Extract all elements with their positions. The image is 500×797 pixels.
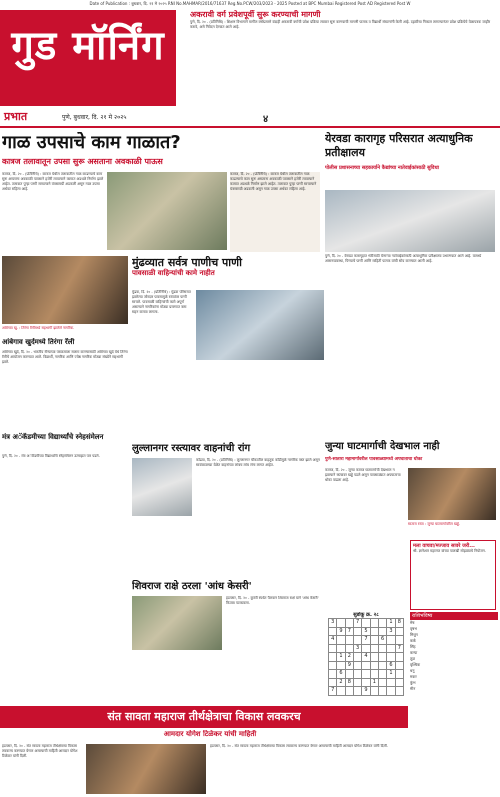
horoscope-sign: कन्या bbox=[410, 650, 418, 655]
sudoku-row bbox=[329, 644, 404, 653]
sudoku-cell bbox=[395, 678, 403, 687]
caption-ambegaon: आंबेगाव खु. : तिरंगा रॅलीमध्ये सहभागी झालेले नागरिक. bbox=[2, 326, 75, 330]
sudoku-cell bbox=[395, 636, 403, 645]
sudoku-cell bbox=[345, 636, 353, 645]
story-yerwada-text: पुणे, दि. २० - येरवडा कारागृहात भेटीसाठी येणाऱ्या नातेवाईकांसाठी अत्याधुनिक प्रतीक्षालय उभारण्यात आले आहे. यामध्ये आसनव्यवस्था, पिण्याचे पाणी आणि माहिती फलक यांची सोय करण्यात आली आहे. bbox=[325, 254, 482, 263]
sudoku-cell: 9 bbox=[362, 687, 370, 696]
sudoku-cell bbox=[395, 627, 403, 636]
dateline: Date of Publication : बुधवार, दि. २१ मे २०२५ RNI No.MAHMAR/2016/71637 Reg.No.PCW/203/2023 - 2025 Posted at BPC Mumbai Registered Post AD Registered Post W bbox=[89, 1, 411, 6]
masthead-bar bbox=[0, 106, 500, 128]
quote-box-title: मला वाचवा/मज्जाव सावरे जरी... bbox=[413, 543, 475, 549]
story-lullanagar-headline: लुल्लानगर रस्त्यावर वाहनांची रांग bbox=[132, 443, 251, 454]
sudoku-grid bbox=[328, 618, 404, 696]
sudoku-cell bbox=[329, 653, 337, 662]
ghat-road-photo bbox=[408, 468, 496, 520]
sudoku-cell bbox=[337, 619, 345, 628]
horoscope-sign: वृश्चिक bbox=[410, 662, 421, 667]
sudoku-cell: 4 bbox=[329, 636, 337, 645]
sudoku-cell bbox=[378, 670, 386, 679]
sudoku-cell bbox=[378, 619, 386, 628]
sudoku-row bbox=[329, 653, 404, 662]
page-number: ४ bbox=[263, 114, 269, 125]
caption-ghat: सातारा रस्ता : जुन्या घाटमार्गावरील खड्डे. bbox=[408, 522, 461, 526]
sudoku-cell bbox=[353, 627, 361, 636]
sudoku-row bbox=[329, 636, 404, 645]
story-yerwada-subhead: पोलीस प्रशासनाच्या सहकार्याने कैद्यांच्या नातेवाईकांसाठी सुविधा bbox=[325, 165, 439, 171]
story-mundhwa-subhead: पावसाळी वाहिन्यांची कामे नाहीत bbox=[132, 269, 215, 277]
sudoku-cell: 1 bbox=[370, 678, 378, 687]
sudoku-cell bbox=[329, 670, 337, 679]
story-yerwada-header bbox=[325, 132, 497, 188]
top-story bbox=[190, 10, 496, 106]
sudoku-cell bbox=[378, 644, 386, 653]
sudoku-cell: 3 bbox=[353, 644, 361, 653]
sudoku-cell bbox=[395, 653, 403, 662]
sudoku-cell: 8 bbox=[345, 678, 353, 687]
sudoku-cell: 7 bbox=[329, 687, 337, 696]
sudoku-cell bbox=[370, 687, 378, 696]
story-ghat-subhead: पुणे-सातारा महामार्गावरील पावसाळ्यामध्ये अपघाताचा धोका bbox=[325, 457, 423, 462]
lullanagar-traffic-photo bbox=[132, 458, 192, 516]
sudoku-cell bbox=[387, 644, 395, 653]
santsavta-photo bbox=[86, 744, 206, 794]
sudoku-cell: 1 bbox=[387, 619, 395, 628]
sudoku-cell bbox=[387, 636, 395, 645]
sudoku-row bbox=[329, 627, 404, 636]
sudoku-cell bbox=[395, 661, 403, 670]
sudoku-cell: 1 bbox=[337, 653, 345, 662]
sant-savta-banner bbox=[0, 706, 408, 728]
story-santsavta-text: हडपसर, दि. २० - संत सावता महाराज तीर्थक्षेत्राचा विकास लवकरच करण्यात येणार असल्याची माहिती आमदार योगेश टिळेकर यांनी दिली. bbox=[2, 744, 78, 758]
story-katraj-sidebar: कात्रज, दि. २० - (प्रतिनिधि) : कात्रज येथील तलावातील गाळ काढण्याचे काम सुरू असताना अवकाळी पावसाने हजेरी लावल्याने कामात अडथळे निर्माण झाले आहेत. तलावात पुन्हा पाणी साचल्याने यंत्रसामग्री अडकली असून गाळ उपसा अर्धवट राहिला आहे. bbox=[230, 172, 320, 252]
sudoku-cell bbox=[345, 619, 353, 628]
sudoku-row bbox=[329, 687, 404, 696]
horoscope-sign: धनु bbox=[410, 668, 415, 673]
sudoku-cell bbox=[329, 644, 337, 653]
mundhwa-flood-photo bbox=[196, 290, 324, 360]
story-mantra-headline: मंत्र अॅकॅडमीच्या विद्यार्थ्यांचे स्नेहसंमेलन bbox=[2, 433, 104, 441]
ambegaon-rally-photo bbox=[2, 256, 128, 324]
top-story-text: पुणे, दि. २० - (प्रतिनिधि) : शिक्षण विभागाने मागील वर्षाप्रमाणे यंदाही अकरावी वर्गाची प्रवेश प्रक्रिया लवकर सुरू करण्याची मागणी पालक व विद्यार्थी संघटनांनी केली आहे. दहावीचा निकाल लागल्यानंतर प्रवेश प्रक्रियेचे वेळापत्रक जाहीर करावे, असे निवेदन देण्यात आले आहे. bbox=[190, 20, 491, 29]
sudoku-cell bbox=[337, 687, 345, 696]
sudoku-row bbox=[329, 661, 404, 670]
sudoku-cell bbox=[370, 636, 378, 645]
sudoku-cell bbox=[362, 644, 370, 653]
story-katraj-headline: गाळ उपसाचे काम गाळात? bbox=[2, 132, 181, 153]
sudoku-cell bbox=[395, 670, 403, 679]
horoscope-title: राशिभविष्य bbox=[410, 612, 498, 620]
story-lullanagar-text: कोंढवा, दि. २० - (प्रतिनिधि) : लुल्लानगर चौकातील वाहतूक कोंडीमुळे नागरिक त्रस्त झाले असून सायंकाळच्या वेळेत वाहनांच्या लांबच लांब रांगा लागत आहेत. bbox=[196, 458, 320, 467]
sudoku-cell: 2 bbox=[337, 678, 345, 687]
sudoku-cell bbox=[337, 644, 345, 653]
quote-box-text: श्री. ज्ञानेश्वर महाराज यांच्या पालखी सोहळ्याचे नियोजन. bbox=[413, 549, 486, 553]
story-yerwada-headline: येरवडा कारागृह परिसरात अत्याधुनिक प्रतीक्षालय bbox=[325, 132, 473, 159]
horoscope-column bbox=[410, 612, 498, 772]
sudoku-cell bbox=[378, 627, 386, 636]
sudoku-cell bbox=[378, 687, 386, 696]
story-katraj-subhead: कात्रज तलावातून उपसा सुरू असताना अवकाळी पाऊस bbox=[2, 157, 163, 166]
sudoku-cell bbox=[345, 670, 353, 679]
sudoku-cell: 5 bbox=[362, 627, 370, 636]
horoscope-sign: तूळ bbox=[410, 656, 416, 661]
story-shivraj-text: हडपसर, दि. २० - कुस्ती स्पर्धेत पैलवान शिवराज राक्षे याने 'आंध केसरी' किताब पटकावला. bbox=[226, 596, 319, 605]
sudoku-cell: 9 bbox=[345, 661, 353, 670]
sudoku-cell bbox=[337, 636, 345, 645]
sudoku-cell: 3 bbox=[387, 627, 395, 636]
sudoku-cell bbox=[353, 670, 361, 679]
sudoku-cell: 4 bbox=[362, 653, 370, 662]
story-mantra-text: पुणे, दि. २० - मंत्र अॅकॅडमीच्या विद्यार्थ्यांचे स्नेहसंमेलन उत्साहात पार पडले. bbox=[2, 454, 100, 458]
sudoku-cell bbox=[345, 687, 353, 696]
masthead-logo bbox=[0, 10, 176, 106]
sudoku-cell: 2 bbox=[345, 653, 353, 662]
sudoku-row bbox=[329, 678, 404, 687]
sudoku-cell bbox=[395, 687, 403, 696]
quote-box bbox=[410, 540, 496, 610]
yerwada-waiting-photo bbox=[325, 190, 495, 252]
sudoku-cell bbox=[337, 661, 345, 670]
story-mundhwa-text: मुंढवा, दि. २० - (प्रतिनिधि) : मुंढवा परिसरात झालेल्या जोरदार पावसामुळे रस्त्यांवर पाणी साचले. पावसाळी वाहिन्यांची कामे अपूर्ण असल्याने नागरिकांना मोठ्या प्रमाणात त्रास सहन करावा लागला. bbox=[132, 290, 191, 314]
sudoku-cell: 6 bbox=[387, 661, 395, 670]
sudoku-title: सुडोकू क्र. २८ bbox=[353, 612, 379, 618]
sudoku-cell bbox=[353, 678, 361, 687]
sudoku-cell bbox=[378, 661, 386, 670]
story-ghat-headline: जुन्या घाटमार्गाची देखभाल नाही bbox=[325, 441, 440, 452]
sudoku-row bbox=[329, 670, 404, 679]
story-katraj-subhead-wrap bbox=[2, 156, 322, 168]
katraj-lake-photo bbox=[107, 172, 227, 250]
sudoku-puzzle bbox=[328, 612, 404, 702]
story-santsavta-subhead: आमदार योगेश टिळेकर यांची माहिती bbox=[163, 730, 257, 738]
story-ghat-text: कात्रज, दि. २० - जुन्या कात्रज घाटमार्गाची देखभाल न झाल्याने रस्त्यावर खड्डे पडले असून पावसाळ्यात अपघाताचा धोका वाढला आहे. bbox=[325, 468, 401, 482]
sudoku-cell bbox=[329, 627, 337, 636]
sudoku-cell bbox=[370, 653, 378, 662]
sudoku-cell bbox=[345, 644, 353, 653]
horoscope-sign: मकर bbox=[410, 674, 417, 679]
horoscope-sign: वृषभ bbox=[410, 626, 417, 631]
story-mundhwa-headline: मुंढव्यात सर्वत्र पाणीच पाणी bbox=[132, 256, 242, 269]
story-katraj-text: कात्रज, दि. २० - (प्रतिनिधि) : कात्रज येथील तलावातील गाळ काढण्याचे काम सुरू असताना अवकाळी पावसाने हजेरी लावल्याने कामात अडथळे निर्माण झाले आहेत. तलावात पुन्हा पाणी साचल्याने यंत्रसामग्री अडकली असून गाळ उपसा अर्धवट राहिला आहे. bbox=[2, 172, 104, 191]
sudoku-cell bbox=[362, 678, 370, 687]
sudoku-cell: 3 bbox=[329, 619, 337, 628]
sudoku-cell: 6 bbox=[378, 636, 386, 645]
sudoku-cell bbox=[387, 653, 395, 662]
story-ambegaon-headline: आंबेगाव खुर्दमध्ये तिरंगा रॅली bbox=[2, 338, 75, 346]
sudoku-cell: 7 bbox=[353, 619, 361, 628]
sudoku-cell bbox=[370, 619, 378, 628]
sudoku-cell: 7 bbox=[395, 644, 403, 653]
sudoku-cell: 6 bbox=[337, 670, 345, 679]
horoscope-sign: मीन bbox=[410, 686, 416, 691]
sudoku-cell bbox=[370, 627, 378, 636]
sudoku-cell: 7 bbox=[345, 627, 353, 636]
sudoku-cell bbox=[362, 619, 370, 628]
story-santsavta-text-2: हडपसर, दि. २० - संत सावता महाराज तीर्थक्षेत्राचा विकास लवकरच करण्यात येणार असल्याची माहिती आमदार योगेश टिळेकर यांनी दिली. bbox=[210, 744, 388, 748]
sudoku-cell bbox=[329, 678, 337, 687]
sudoku-cell bbox=[353, 636, 361, 645]
sudoku-cell: 7 bbox=[362, 636, 370, 645]
sudoku-cell bbox=[362, 661, 370, 670]
sudoku-cell bbox=[353, 661, 361, 670]
sudoku-cell bbox=[329, 661, 337, 670]
sudoku-row bbox=[329, 619, 404, 628]
sudoku-cell bbox=[378, 653, 386, 662]
sudoku-cell bbox=[378, 678, 386, 687]
sudoku-cell bbox=[370, 644, 378, 653]
sudoku-cell bbox=[370, 661, 378, 670]
sudoku-cell bbox=[353, 653, 361, 662]
story-ambegaon-text: आंबेगाव खुर्द, दि. २० - भारतीय सैन्याच्या पराक्रमाला सलाम करण्यासाठी आंबेगाव खुर्द येथे तिरंगा रॅलीचे आयोजन करण्यात आले. विद्यार्थी, नागरिक आणि ज्येष्ठ नागरिक मोठ्या संख्येने सहभागी झाले. bbox=[2, 350, 128, 364]
story-shivraj-headline: शिवराज राक्षे ठरला 'आंध केसरी' bbox=[132, 581, 252, 592]
sudoku-cell bbox=[387, 678, 395, 687]
brand-logo: प्रभात bbox=[4, 110, 28, 123]
horoscope-sign: सिंह bbox=[410, 644, 416, 649]
sudoku-cell: 8 bbox=[395, 619, 403, 628]
story-santsavta-headline: संत सावता महाराज तीर्थक्षेत्राचा विकास लवकरच bbox=[107, 710, 301, 723]
shivraj-wrestling-photo bbox=[132, 596, 222, 650]
edition-line: पुणे, बुधवार, दि. २१ मे २०२५ bbox=[62, 114, 127, 121]
sudoku-cell: 1 bbox=[387, 670, 395, 679]
sudoku-cell bbox=[362, 670, 370, 679]
sudoku-cell bbox=[353, 687, 361, 696]
horoscope-sign: मिथुन bbox=[410, 632, 418, 637]
top-story-headline: अकरावी वर्ग प्रवेशपूर्वी सुरू करण्याची मागणी bbox=[190, 10, 321, 19]
sudoku-cell bbox=[387, 687, 395, 696]
horoscope-sign: मेष bbox=[410, 620, 415, 625]
horoscope-sign: कर्क bbox=[410, 638, 416, 643]
sudoku-cell: 9 bbox=[337, 627, 345, 636]
masthead-title: गुड मॉर्निंग bbox=[11, 22, 165, 69]
story-mundhwa-header bbox=[132, 256, 322, 286]
horoscope-sign: कुंभ bbox=[410, 680, 416, 685]
sudoku-cell bbox=[370, 670, 378, 679]
